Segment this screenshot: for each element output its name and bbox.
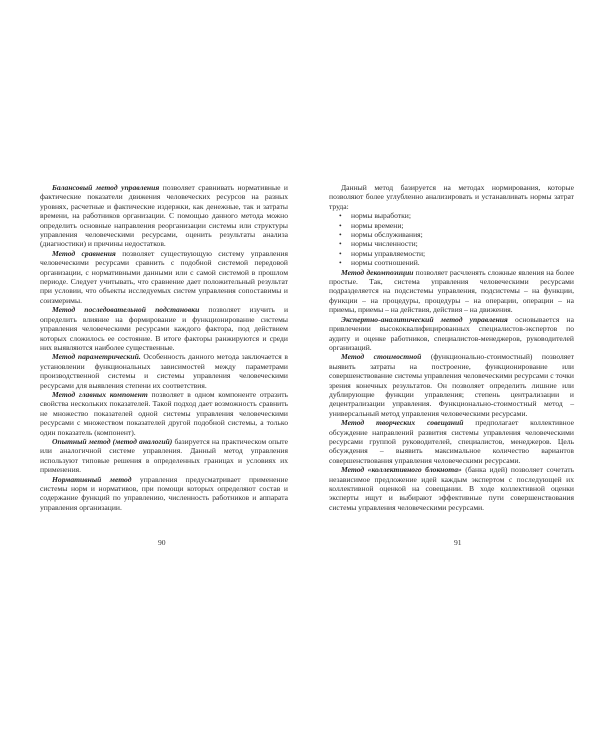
paragraph-text: Особенность данного метода заключается в установлении функциональных зависимостей между параметрами производственной системы и системы управления человеческими ресурсами для выявления степени их соответствия. — [40, 352, 288, 390]
term: Метод параметрический. — [52, 352, 141, 362]
paragraph-text: позволяет изучить и определить влияние на формирование и функционирование системы управления человеческими ресурсами каждого фактора, под действием которых сложилось ее состояние. В итоге факторы ранжируются и среди них выявляются наиболее существенные. — [40, 305, 289, 352]
term: Балансовый метод управления — [52, 183, 160, 192]
term: Метод главных компонент — [52, 389, 148, 399]
term: Метод последовательной подстановки — [52, 305, 200, 315]
paragraph-collective-notebook — [329, 465, 574, 512]
page-number-left: 90 — [158, 538, 166, 547]
list-item: • нормы соотношений. — [345, 258, 574, 267]
list-item: • нормы выработки; — [345, 211, 574, 220]
paragraph-balance-method — [40, 183, 288, 249]
term: Метод «коллективного блокнота» — [341, 465, 462, 475]
term: Метод декомпозиции — [341, 267, 414, 277]
right-page — [329, 183, 574, 512]
paragraph-decomposition-method — [329, 268, 574, 315]
list-item: • нормы управляемости; — [345, 249, 574, 258]
term: Экспертно-аналитический метод управления — [341, 314, 508, 324]
term: Опытный метод (метод аналогий) — [52, 436, 173, 446]
paragraph-expert-method — [329, 315, 574, 353]
paragraph-principal-components — [40, 390, 288, 437]
paragraph-text: позволяет в одном компоненте отразить свойства нескольких показателей. Такой подход дает возможность сравнить не множество показателей одной системы управления человеческими ресурсами с множеством показателей другой подобной системы, а только один показатель (компонент). — [40, 389, 288, 437]
paragraph-normative-method — [40, 475, 288, 513]
list-item: • нормы обслуживания; — [345, 230, 574, 239]
paragraph-cost-method — [329, 352, 574, 418]
paragraph-text: предполагает коллективное обсуждение направлений развития системы управления человеческими ресурсами группой руководителей, специалистов, менеджеров. Цель обсуждения – выявить максимальное количество вариантов совершенствования управления человеческими ресурсами. — [329, 418, 575, 465]
paragraph-text: управления предусматривает применение системы норм и нормативов, при помощи которых определяют состав и содержание функций по управлению, численность работников и аппарата управления организации. — [40, 474, 288, 512]
paragraph-text: позволяет сравнивать нормативные и фактические показатели движения человеческих ресурсов на разных уровнях, расчетные и фактические издержки, как денежные, так и затраты времени, на работников организации. С помощью данного метода можно определить основные направления реорганизации системы или структуры управления человеческими ресурсами, оценить результаты анализа (диагностики) и причины недостатков. — [40, 183, 288, 249]
paragraph-text: позволяет расчленять сложные явления на более простые. Так, система управления человеческими ресурсами подразделяется на подсистемы управления, подсистемы – на функции, функции – на процедуры, процедуры – на операции, операции – на приемы, приемы – на действия, действия – на движения. — [329, 267, 574, 315]
list-item: • нормы численности; — [345, 239, 574, 248]
left-page — [40, 183, 288, 512]
page-number-right: 91 — [454, 538, 462, 547]
term: Метод сравнения — [52, 248, 116, 258]
paragraph-experience-method — [40, 437, 288, 475]
term: Нормативный метод — [52, 474, 132, 484]
paragraph-text: базируется на практическом опыте или аналогичной системе управления. Данный метод управления используют типовые решения в определенных границах и условиях их применения. — [40, 436, 288, 475]
paragraph-creative-meetings — [329, 418, 574, 465]
paragraph-substitution-method — [40, 305, 288, 352]
paragraph-text: (функционально-стоимостный) позволяет выявить затраты на построение, функционирование или совершенствование системы управления человеческими ресурсами с точки зрения конечных результатов. Он позволяет определить лишние или дублирующие функции управления; степень централизации и децентрализации управления. Функционально-стоимостный метод – универсальный метод управления человеческими ресурсами. — [329, 352, 574, 418]
paragraph-text: основывается на привлечении высококвалифицированных специалистов-экспертов по аудиту и оценке работников, специалистов-менеджеров, руководителей организаций. — [329, 314, 574, 352]
norms-list — [329, 211, 574, 267]
term: Метод стоимостной — [341, 352, 422, 362]
term: Метод творческих совещаний — [341, 418, 464, 428]
paragraph-parametric-method — [40, 352, 288, 390]
paragraph-comparison-method — [40, 249, 288, 305]
paragraph-text: позволяет существующую систему управления человеческими ресурсами сравнить с подобной системой передовой организации, с нормативными данными или с самой системой в прошлом периоде. Следует учитывать, что сравнение дает положительный результат при условии, что объекты исследуемых систем управления сопоставимы и соизмеримы. — [40, 248, 288, 305]
paragraph-text: (банка идей) позволяет сочетать независимое предложение идей каждым экспертом с последующей их коллективной оценкой на совещании. В ходе коллективной оценки эксперты ищут и выбирают эффективные пути совершенствования системы управления человеческими ресурсами. — [329, 465, 574, 512]
list-item: • нормы времени; — [345, 221, 574, 230]
paragraph-intro: Данный метод базируется на методах нормирования, которые позволяют более углубленно анализировать и устанавливать нормы затрат труда: — [329, 183, 574, 211]
